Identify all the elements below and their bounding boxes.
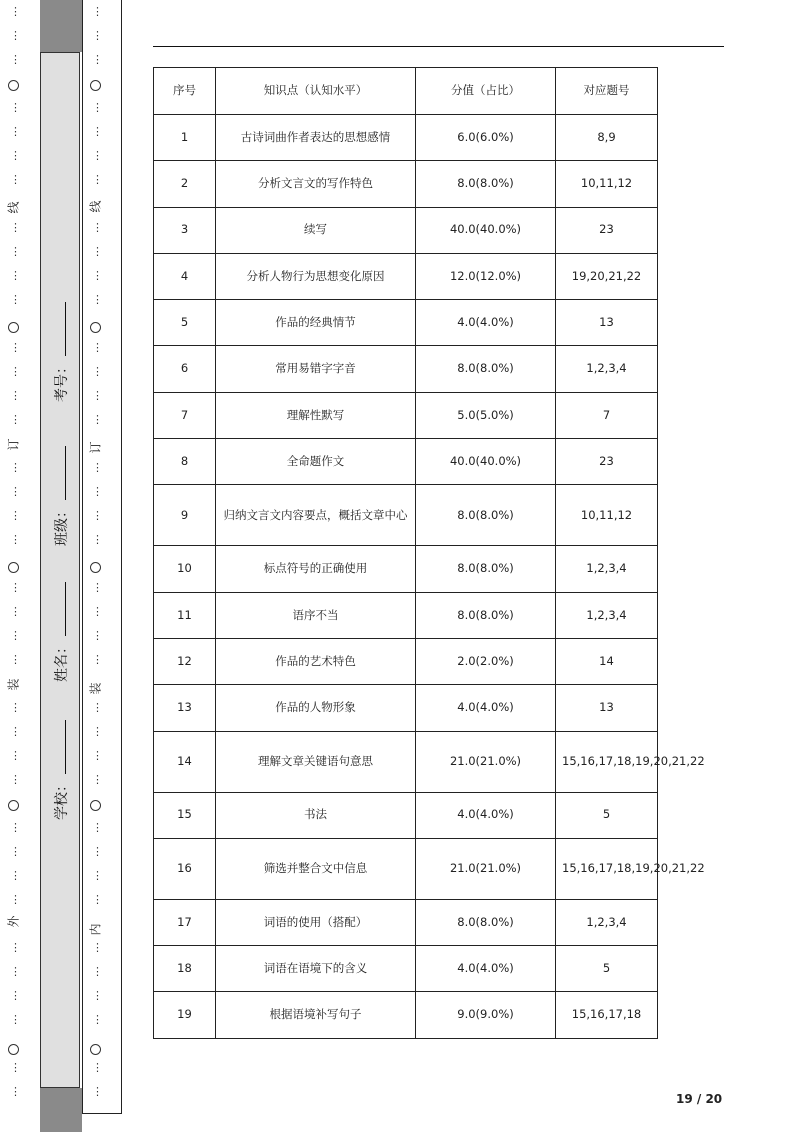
binding-dots: ⋮ <box>92 845 103 858</box>
binding-dots: ⋮ <box>92 101 103 114</box>
table-row <box>154 346 658 392</box>
cell-index: 5 <box>154 300 216 346</box>
cell-index: 13 <box>154 685 216 731</box>
binding-dots: ⋮ <box>92 629 103 642</box>
binding-dots: ⋮ <box>92 173 103 186</box>
cell-question-numbers: 7 <box>556 392 658 438</box>
class-label: 班级： <box>54 504 70 546</box>
binding-dots: ⋮ <box>92 989 103 1002</box>
class-underline <box>55 446 66 500</box>
cell-index: 9 <box>154 485 216 546</box>
table-row <box>154 946 658 992</box>
cell-index: 10 <box>154 546 216 592</box>
table-header-row <box>154 68 658 115</box>
cell-index: 3 <box>154 207 216 253</box>
cell-knowledge-point: 作品的人物形象 <box>216 685 416 731</box>
binding-dots: ⋮ <box>92 269 103 282</box>
binding-dots: ⋮ <box>92 605 103 618</box>
cell-index: 11 <box>154 592 216 638</box>
cell-score: 8.0(8.0%) <box>416 546 556 592</box>
binding-dots: ⋮ <box>10 101 21 114</box>
table-row <box>154 792 658 838</box>
binding-dots: ⋮ <box>10 125 21 138</box>
binding-dots: ⋮ <box>92 821 103 834</box>
cell-index: 2 <box>154 161 216 207</box>
table-row <box>154 300 658 346</box>
binding-dots: ⋮ <box>10 509 21 522</box>
binding-dots: ⋮ <box>10 1085 21 1098</box>
exam-number-label: 考号： <box>54 360 70 402</box>
name-label: 姓名： <box>54 640 70 682</box>
cell-question-numbers: 15,16,17,18,19,20,21,22 <box>556 731 658 792</box>
cell-knowledge-point: 根据语境补写句子 <box>216 992 416 1038</box>
cell-score: 8.0(8.0%) <box>416 899 556 945</box>
binding-circle-icon <box>90 80 101 91</box>
knowledge-point-table <box>153 67 705 1039</box>
binding-dots: ⋮ <box>10 365 21 378</box>
student-info-panel <box>40 52 80 1088</box>
cell-index: 6 <box>154 346 216 392</box>
binding-dots: ⋮ <box>10 749 21 762</box>
cell-index: 8 <box>154 439 216 485</box>
cell-score: 40.0(40.0%) <box>416 439 556 485</box>
cell-knowledge-point: 古诗词曲作者表达的思想感情 <box>216 115 416 161</box>
cell-knowledge-point: 作品的艺术特色 <box>216 638 416 684</box>
cell-score: 4.0(4.0%) <box>416 300 556 346</box>
binding-dots: ⋮ <box>92 461 103 474</box>
cell-knowledge-point: 理解性默写 <box>216 392 416 438</box>
cell-score: 21.0(21.0%) <box>416 838 556 899</box>
binding-dots: ⋮ <box>92 941 103 954</box>
inner-char-zhuang: 装 <box>88 682 103 695</box>
school-underline <box>55 720 66 774</box>
binding-dots: ⋮ <box>10 413 21 426</box>
cell-index: 18 <box>154 946 216 992</box>
cell-score: 5.0(5.0%) <box>416 392 556 438</box>
cell-score: 6.0(6.0%) <box>416 115 556 161</box>
header-index: 序号 <box>154 68 216 115</box>
binding-dots: ⋮ <box>92 413 103 426</box>
binding-dots: ⋮ <box>92 1061 103 1074</box>
table-row <box>154 899 658 945</box>
cell-index: 4 <box>154 253 216 299</box>
binding-dots: ⋮ <box>10 869 21 882</box>
binding-dots: ⋮ <box>10 629 21 642</box>
cell-knowledge-point: 书法 <box>216 792 416 838</box>
binding-dots: ⋮ <box>10 821 21 834</box>
binding-dots: ⋮ <box>10 989 21 1002</box>
table-row <box>154 731 658 792</box>
binding-dots: ⋮ <box>92 1013 103 1026</box>
binding-circle-icon <box>8 562 19 573</box>
cell-knowledge-point: 词语在语境下的含义 <box>216 946 416 992</box>
header-question-numbers: 对应题号 <box>556 68 658 115</box>
cell-knowledge-point: 筛选并整合文中信息 <box>216 838 416 899</box>
cell-score: 4.0(4.0%) <box>416 946 556 992</box>
name-field[interactable] <box>51 582 71 682</box>
binding-dots: ⋮ <box>10 389 21 402</box>
binding-dots: ⋮ <box>10 29 21 42</box>
binding-dots: ⋮ <box>10 941 21 954</box>
cell-question-numbers: 1,2,3,4 <box>556 899 658 945</box>
cell-score: 12.0(12.0%) <box>416 253 556 299</box>
header-knowledge-point: 知识点（认知水平） <box>216 68 416 115</box>
binding-circle-icon <box>90 322 101 333</box>
binding-circle-icon <box>8 322 19 333</box>
cell-question-numbers: 1,2,3,4 <box>556 592 658 638</box>
school-field[interactable] <box>51 720 71 820</box>
binding-gray-band-bottom <box>40 1088 82 1132</box>
cell-index: 19 <box>154 992 216 1038</box>
binding-dots: ⋮ <box>10 581 21 594</box>
cell-knowledge-point: 标点符号的正确使用 <box>216 546 416 592</box>
inner-char-nei: 内 <box>88 923 103 936</box>
cell-question-numbers: 23 <box>556 439 658 485</box>
cell-index: 17 <box>154 899 216 945</box>
binding-dots: ⋮ <box>10 701 21 714</box>
school-label: 学校： <box>54 778 70 820</box>
table-row <box>154 838 658 899</box>
outer-char-xian: 线 <box>6 201 21 214</box>
binding-gray-band-top <box>40 0 82 52</box>
binding-dots: ⋮ <box>92 533 103 546</box>
binding-dots: ⋮ <box>10 1061 21 1074</box>
cell-knowledge-point: 理解文章关键语句意思 <box>216 731 416 792</box>
cell-knowledge-point: 作品的经典情节 <box>216 300 416 346</box>
cell-question-numbers: 23 <box>556 207 658 253</box>
cell-score: 4.0(4.0%) <box>416 792 556 838</box>
binding-dots: ⋮ <box>92 245 103 258</box>
binding-circle-icon <box>8 80 19 91</box>
table-row <box>154 207 658 253</box>
binding-dots: ⋮ <box>10 893 21 906</box>
binding-dots: ⋮ <box>92 53 103 66</box>
binding-dots: ⋮ <box>10 653 21 666</box>
cell-knowledge-point: 语序不当 <box>216 592 416 638</box>
binding-dots: ⋮ <box>10 245 21 258</box>
cell-question-numbers: 10,11,12 <box>556 485 658 546</box>
binding-dots: ⋮ <box>92 653 103 666</box>
page-number: 19 / 20 <box>676 1092 723 1106</box>
cell-score: 8.0(8.0%) <box>416 592 556 638</box>
cell-question-numbers: 10,11,12 <box>556 161 658 207</box>
binding-circle-icon <box>90 800 101 811</box>
cell-score: 4.0(4.0%) <box>416 685 556 731</box>
table-row <box>154 592 658 638</box>
binding-dots: ⋮ <box>10 293 21 306</box>
cell-knowledge-point: 全命题作文 <box>216 439 416 485</box>
binding-dots: ⋮ <box>10 221 21 234</box>
table-row <box>154 992 658 1038</box>
cell-index: 7 <box>154 392 216 438</box>
cell-question-numbers: 1,2,3,4 <box>556 546 658 592</box>
cell-question-numbers: 15,16,17,18,19,20,21,22 <box>556 838 658 899</box>
cell-question-numbers: 13 <box>556 685 658 731</box>
binding-dots: ⋮ <box>10 1013 21 1026</box>
exam-number-underline <box>55 302 66 356</box>
cell-question-numbers: 19,20,21,22 <box>556 253 658 299</box>
binding-circle-icon <box>8 1044 19 1055</box>
inner-char-xian: 线 <box>88 200 103 213</box>
binding-dots: ⋮ <box>10 149 21 162</box>
cell-index: 12 <box>154 638 216 684</box>
binding-dots: ⋮ <box>10 5 21 18</box>
binding-dots: ⋮ <box>92 149 103 162</box>
cell-knowledge-point: 常用易错字字音 <box>216 346 416 392</box>
cell-score: 40.0(40.0%) <box>416 207 556 253</box>
binding-dots: ⋮ <box>92 725 103 738</box>
cell-question-numbers: 1,2,3,4 <box>556 346 658 392</box>
outer-char-wai: 外 <box>6 915 21 928</box>
name-underline <box>55 582 66 636</box>
binding-dots: ⋮ <box>10 845 21 858</box>
binding-dots: ⋮ <box>92 389 103 402</box>
table-row <box>154 439 658 485</box>
exam-number-field[interactable] <box>51 302 71 402</box>
binding-dots: ⋮ <box>92 29 103 42</box>
binding-circle-icon <box>90 1044 101 1055</box>
header-score: 分值（占比） <box>416 68 556 115</box>
binding-dots: ⋮ <box>92 749 103 762</box>
table-row <box>154 485 658 546</box>
binding-dots: ⋮ <box>92 893 103 906</box>
binding-dots: ⋮ <box>92 701 103 714</box>
table-row <box>154 115 658 161</box>
cell-index: 16 <box>154 838 216 899</box>
binding-dots: ⋮ <box>92 485 103 498</box>
cell-score: 21.0(21.0%) <box>416 731 556 792</box>
cell-question-numbers: 15,16,17,18 <box>556 992 658 1038</box>
binding-dots: ⋮ <box>10 173 21 186</box>
binding-dots: ⋮ <box>10 773 21 786</box>
binding-dots: ⋮ <box>92 293 103 306</box>
table-row <box>154 253 658 299</box>
binding-dots: ⋮ <box>10 53 21 66</box>
binding-dots: ⋮ <box>10 341 21 354</box>
cell-score: 8.0(8.0%) <box>416 161 556 207</box>
cell-knowledge-point: 分析人物行为思想变化原因 <box>216 253 416 299</box>
cell-index: 1 <box>154 115 216 161</box>
cell-question-numbers: 5 <box>556 792 658 838</box>
binding-dots: ⋮ <box>10 485 21 498</box>
binding-dots: ⋮ <box>92 365 103 378</box>
binding-dots: ⋮ <box>10 461 21 474</box>
cell-score: 8.0(8.0%) <box>416 346 556 392</box>
binding-dots: ⋮ <box>10 533 21 546</box>
cell-score: 2.0(2.0%) <box>416 638 556 684</box>
outer-char-ding: 订 <box>6 438 21 451</box>
binding-dots: ⋮ <box>10 965 21 978</box>
outer-char-zhuang: 装 <box>6 678 21 691</box>
cell-question-numbers: 13 <box>556 300 658 346</box>
header-rule <box>153 46 724 47</box>
cell-question-numbers: 14 <box>556 638 658 684</box>
cell-knowledge-point: 续写 <box>216 207 416 253</box>
binding-dots: ⋮ <box>10 725 21 738</box>
binding-dots: ⋮ <box>92 509 103 522</box>
table-row <box>154 685 658 731</box>
cell-score: 9.0(9.0%) <box>416 992 556 1038</box>
table-row <box>154 161 658 207</box>
cell-knowledge-point: 词语的使用（搭配） <box>216 899 416 945</box>
binding-dots: ⋮ <box>92 869 103 882</box>
cell-knowledge-point: 归纳文言文内容要点，概括文章中心 <box>216 485 416 546</box>
inner-char-ding: 订 <box>88 441 103 454</box>
cell-index: 14 <box>154 731 216 792</box>
binding-circle-icon <box>8 800 19 811</box>
binding-circle-icon <box>90 562 101 573</box>
binding-dots: ⋮ <box>92 5 103 18</box>
table-row <box>154 392 658 438</box>
cell-question-numbers: 8,9 <box>556 115 658 161</box>
binding-dots: ⋮ <box>92 221 103 234</box>
binding-dots: ⋮ <box>92 581 103 594</box>
binding-dots: ⋮ <box>92 125 103 138</box>
binding-dots: ⋮ <box>92 965 103 978</box>
table-row <box>154 638 658 684</box>
binding-dots: ⋮ <box>92 341 103 354</box>
cell-index: 15 <box>154 792 216 838</box>
binding-dots: ⋮ <box>10 269 21 282</box>
cell-knowledge-point: 分析文言文的写作特色 <box>216 161 416 207</box>
cell-question-numbers: 5 <box>556 946 658 992</box>
class-field[interactable] <box>51 446 71 546</box>
cell-score: 8.0(8.0%) <box>416 485 556 546</box>
binding-dots: ⋮ <box>92 773 103 786</box>
binding-dots: ⋮ <box>10 605 21 618</box>
binding-dots: ⋮ <box>92 1085 103 1098</box>
table-row <box>154 546 658 592</box>
